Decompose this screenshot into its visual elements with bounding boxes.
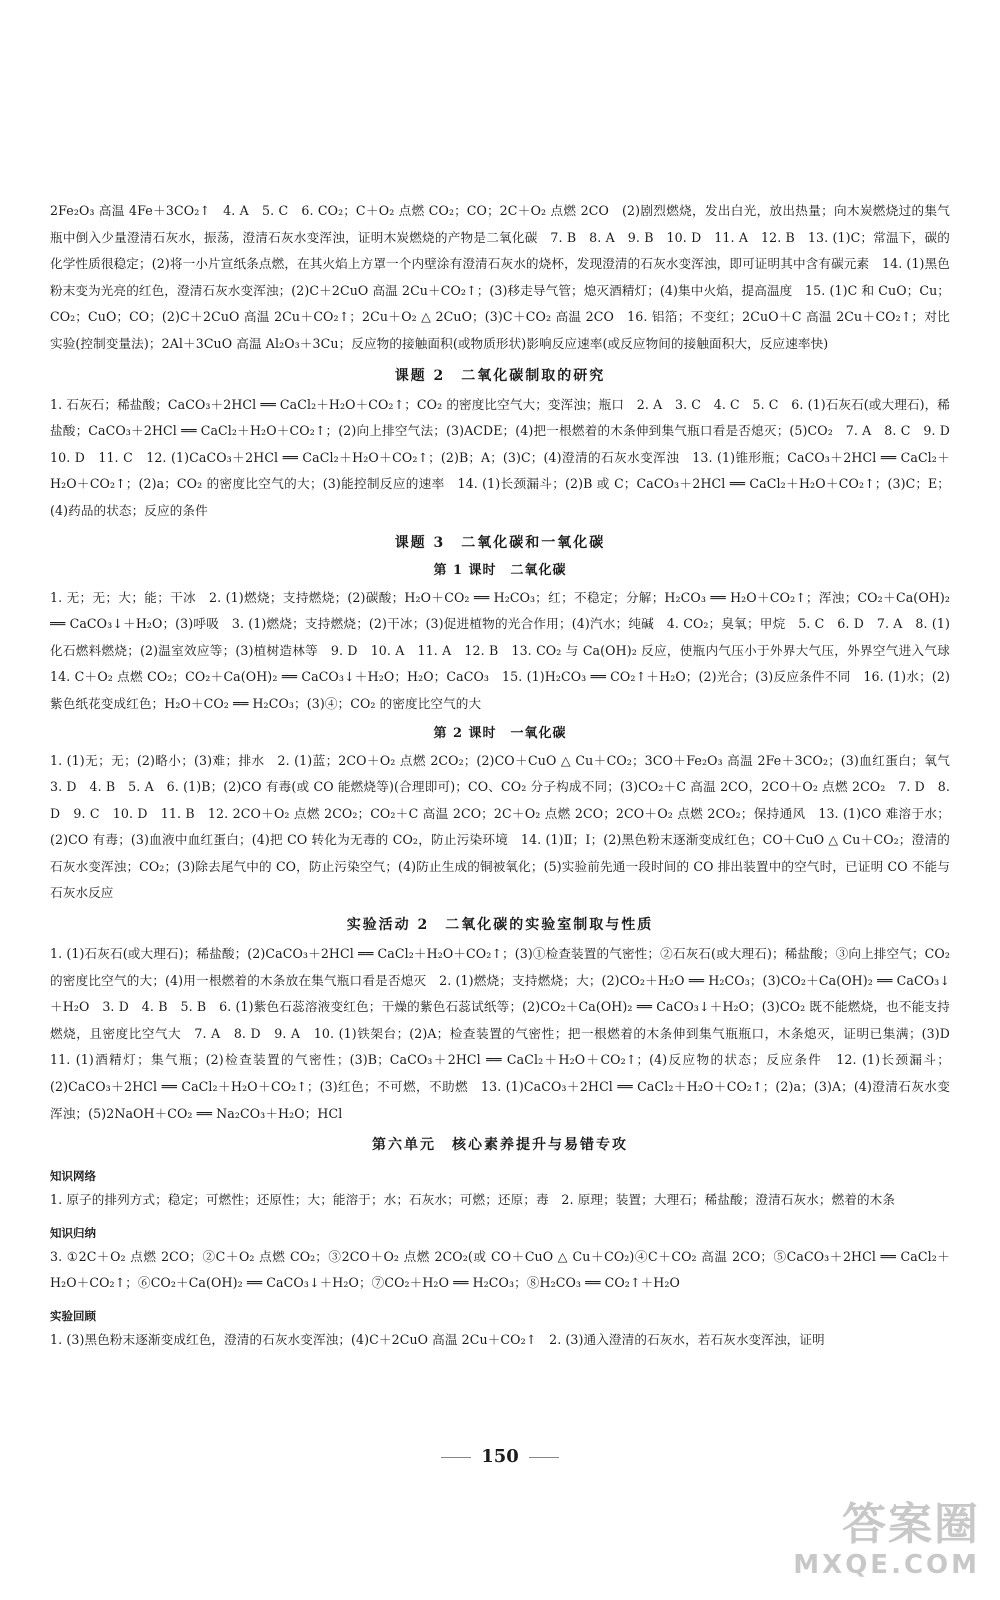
answer-paragraph: 3. ①2C＋O₂ 点燃 2CO；②C＋O₂ 点燃 CO₂；③2CO＋O₂ 点燃 2CO₂(或 CO＋CuO △ Cu＋CO₂)④C＋CO₂ 高温 2CO；⑤CaCO₃＋2HCl ══ CaCl₂＋H₂O＋CO₂↑；⑥CO₂＋Ca(OH)₂ ══ CaCO₃↓＋H₂O；⑦CO₂＋H₂O ══ H₂CO₃；⑧H₂CO₃ ══ CO₂↑＋H₂O xyxy=(50,1248,950,1291)
watermark-url: MXQE.COM xyxy=(793,1550,980,1580)
section-heading: 实验活动 2 二氧化碳的实验室制取与性质 xyxy=(346,917,654,934)
page-number xyxy=(0,1446,1000,1467)
watermark-title: 答案圈 xyxy=(842,1499,980,1550)
answer-paragraph: 1. (1)无；无；(2)略小；(3)难；排水 2. (1)蓝；2CO＋O₂ 点燃 2CO₂；(2)CO＋CuO △ Cu＋CO₂；3CO＋Fe₂O₃ 高温 2Fe＋3CO₂；(3)血红蛋白；氧气 3. D 4. B 5. A 6. (1)B；(2)CO 有毒(或 CO 能燃烧等)(合理即可)；CO、CO₂ 分子构成不同；(3)CO₂＋C 高温 2CO，2CO＋O₂ 点燃 2CO₂ 7. D 8. D 9. C 10. D 11. B 12. 2CO＋O₂ 点燃 2CO₂；CO₂＋C 高温 2CO；2C＋O₂ 点燃 2CO；2CO＋O₂ 点燃 2CO₂；保持通风 13. (1)CO 难溶于水；(2)CO 有毒；(3)血液中血红蛋白；(4)把 CO 转化为无毒的 CO₂，防止污染环境 14. (1)Ⅱ；Ⅰ；(2)黑色粉末逐渐变成红色；CO＋CuO △ Cu＋CO₂；澄清的石灰水变浑浊；CO₂；(3)除去尾气中的 CO，防止污染空气；(4)防止生成的铜被氧化；(5)实验前先通一段时间的 CO 排出装置中的空气时，已证明 CO 不能与石灰水反应 xyxy=(50,752,963,901)
section-heading: 课题 3 二氧化碳和一氧化碳 xyxy=(394,534,606,551)
answer-paragraph: 1. 无；无；大；能；干冰 2. (1)燃烧；支持燃烧；(2)碳酸；H₂O＋CO₂ ══ H₂CO₃；红；不稳定；分解；H₂CO₃ ══ H₂O＋CO₂↑；浑浊；CO₂＋Ca(OH)₂ ══ CaCO₃↓＋H₂O；(3)呼吸 3. (1)燃烧；支持燃烧；(2)干冰；(3)促进植物的光合作用；(4)汽水；纯碱 4. CO₂；臭氧；甲烷 5. C 6. D 7. A 8. (1)化石燃料燃烧；(2)温室效应等；(3)植树造林等 9. D 10. A 11. A 12. B 13. CO₂ 与 Ca(OH)₂ 反应，使瓶内气压小于外界大气压，外界空气进入气球 14. C＋O₂ 点燃 CO₂；CO₂＋Ca(OH)₂ ══ CaCO₃↓＋H₂O；H₂O；CaCO₃ 15. (1)H₂CO₃ ══ CO₂↑＋H₂O；(2)光合；(3)反应条件不同 16. (1)水；(2)紫色纸花变成红色；H₂O＋CO₂ ══ H₂CO₃；(3)④；CO₂ 的密度比空气的大 xyxy=(50,589,963,711)
lesson-heading: 第 2 课时 一氧化碳 xyxy=(433,725,567,741)
answer-paragraph: 1. (3)黑色粉末逐渐变成红色，澄清的石灰水变浑浊；(4)C＋2CuO 高温 2Cu＋CO₂↑ 2. (3)通入澄清的石灰水，若石灰水变浑浊，证明 xyxy=(50,1332,825,1347)
answer-paragraph: 2Fe₂O₃ 高温 4Fe＋3CO₂↑ 4. A 5. C 6. CO₂；C＋O₂ 点燃 CO₂；CO；2C＋O₂ 点燃 2CO (2)剧烈燃烧，发出白光，放出热量；向木炭燃烧过的集气瓶中倒入少量澄清石灰水，振荡，澄清石灰水变浑浊，证明木炭燃烧的产物是二氧化碳 7. B 8. A 9. B 10. D 11. A 12. B 13. (1)C；常温下，碳的化学性质很稳定；(2)将一小片宣纸条点燃，在其火焰上方罩一个内壁涂有澄清石灰水的烧杯，发现澄清的石灰水变浑浊，即可证明其中含有碳元素 14. (1)黑色粉末变为光亮的红色，澄清石灰水变浑浊；(2)C＋2CuO 高温 2Cu＋CO₂↑；(3)移走导气管；熄灭酒精灯；(4)集中火焰，提高温度 15. (1)C 和 CuO；Cu；CO₂；CuO；CO；(2)C＋2CuO 高温 2Cu＋CO₂↑；2Cu＋O₂ △ 2CuO；(3)C＋CO₂ 高温 2CO 16. 铝箔；不变红；2CuO＋C 高温 2Cu＋CO₂↑；对比实验(控制变量法)；2Al＋3CuO 高温 Al₂O₃＋3Cu；反应物的接触面积(或物质形状)影响反应速率(或反应物间的接触面积大，反应速率快) xyxy=(50,203,950,351)
experiment-review-label: 实验回顾 xyxy=(50,1309,96,1323)
dash-left xyxy=(441,1457,471,1458)
lesson-heading: 第 1 课时 二氧化碳 xyxy=(433,562,567,578)
answer-page xyxy=(50,198,963,1354)
knowledge-summary-label: 知识归纳 xyxy=(50,1225,96,1240)
watermark-logo xyxy=(780,1500,980,1592)
answer-paragraph: 1. (1)石灰石(或大理石)；稀盐酸；(2)CaCO₃＋2HCl ══ CaCl₂＋H₂O＋CO₂↑；(3)①检查装置的气密性；②石灰石(或大理石)；稀盐酸；③向上排空气；CO₂ 的密度比空气的大；(4)用一根燃着的木条放在集气瓶口看是否熄灭 2. (1)燃烧；支持燃烧；大；(2)CO₂＋H₂O ══ H₂CO₃；(3)CO₂＋Ca(OH)₂ ══ CaCO₃↓＋H₂O 3. D 4. B 5. B 6. (1)紫色石蕊溶液变红色；干燥的紫色石蕊试纸等；(2)CO₂＋Ca(OH)₂ ══ CaCO₃↓＋H₂O；(3)CO₂ 既不能燃烧，也不能支持燃烧，且密度比空气大 7. A 8. D 9. A 10. (1)铁架台；(2)A；检查装置的气密性；把一根燃着的木条伸到集气瓶瓶口，木条熄灭，证明已集满；(3)D 11. (1)酒精灯；集气瓶；(2)检查装置的气密性；(3)B；CaCO₃＋2HCl ══ CaCl₂＋H₂O＋CO₂↑；(4)反应物的状态；反应条件 12. (1)长颈漏斗；(2)CaCO₃＋2HCl ══ CaCl₂＋H₂O＋CO₂↑；(3)红色；不可燃，不助燃 13. (1)CaCO₃＋2HCl ══ CaCl₂＋H₂O＋CO₂↑；(2)a；(3)A；(4)澄清石灰水变浑浊；(5)2NaOH＋CO₂ ══ Na₂CO₃＋H₂O；HCl xyxy=(50,946,963,1121)
answer-paragraph: 1. 石灰石；稀盐酸；CaCO₃＋2HCl ══ CaCl₂＋H₂O＋CO₂↑；CO₂ 的密度比空气大；变浑浊；瓶口 2. A 3. C 4. C 5. C 6. (1)石灰石(或大理石)，稀盐酸；CaCO₃＋2HCl ══ CaCl₂＋H₂O＋CO₂↑；(2)向上排空气法；(3)ACDE；(4)把一根燃着的木条伸到集气瓶口看是否熄灭；(5)CO₂ 7. A 8. C 9. D 10. D 11. C 12. (1)CaCO₃＋2HCl ══ CaCl₂＋H₂O＋CO₂↑；(2)B；A；(3)C；(4)澄清的石灰水变浑浊 13. (1)锥形瓶；CaCO₃＋2HCl ══ CaCl₂＋H₂O＋CO₂↑；(2)a；CO₂ 的密度比空气的大；(3)能控制反应的速率 14. (1)长颈漏斗；(2)B 或 C；CaCO₃＋2HCl ══ CaCl₂＋H₂O＋CO₂↑；(3)C；E；(4)药品的状态；反应的条件 xyxy=(50,396,963,518)
knowledge-network-label: 知识网络 xyxy=(50,1169,96,1184)
answer-paragraph: 1. 原子的排列方式；稳定；可燃性；还原性；大；能溶于；水；石灰水；可燃；还原；毒 2. 原理；装置；大理石；稀盐酸；澄清石灰水；燃着的木条 xyxy=(50,1192,896,1208)
unit-heading: 第六单元 核心素养提升与易错专攻 xyxy=(372,1137,628,1154)
section-heading: 课题 2 二氧化碳制取的研究 xyxy=(394,367,606,384)
dash-right xyxy=(529,1457,559,1458)
page-number-text: 150 xyxy=(481,1446,519,1467)
